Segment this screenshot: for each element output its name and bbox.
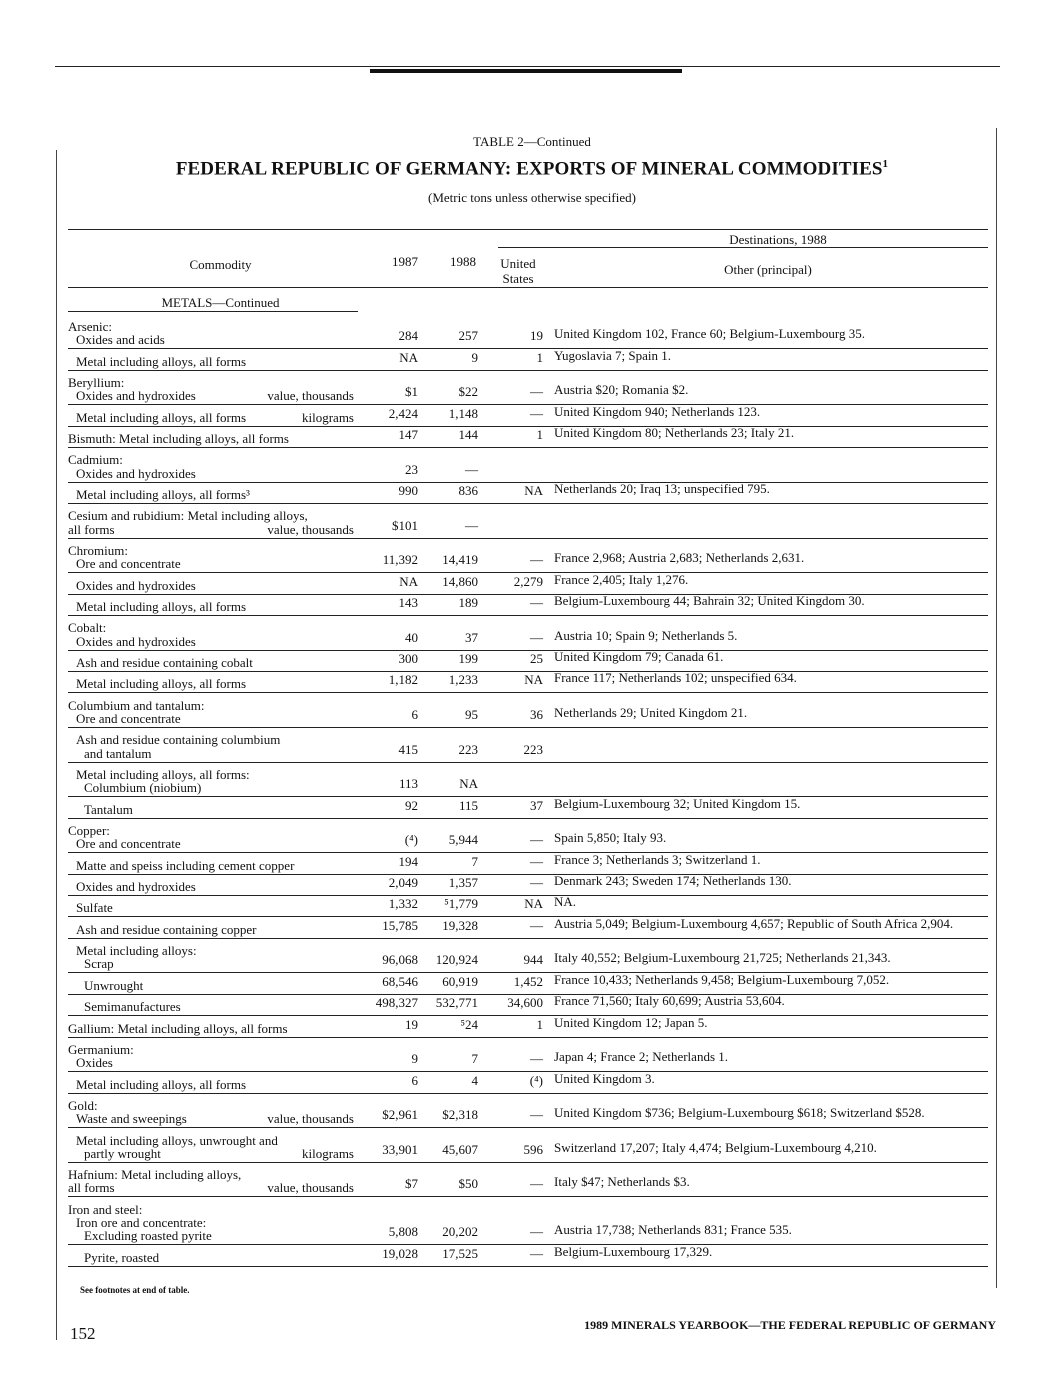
value-1987: 2,424: [388, 405, 418, 421]
header-destinations: Destinations, 1988: [729, 232, 827, 247]
title-footnote-mark: 1: [882, 158, 889, 170]
value-1987: $1: [405, 384, 418, 400]
commodity-label: Sulfate: [76, 900, 113, 916]
commodity-label: Metal including alloys, all forms: [76, 409, 247, 425]
commodity-label: Metal including alloys, all forms³: [76, 487, 250, 502]
commodity-label: Copper:: [68, 823, 110, 838]
value-1987: 2,049: [388, 875, 418, 890]
value-united-states: —: [530, 1107, 543, 1123]
value-1988: 4: [471, 1072, 478, 1088]
value-1988: 20,202: [442, 1224, 478, 1240]
commodity-label: Metal including alloys, unwrought and: [76, 1132, 278, 1148]
value-united-states: 19: [530, 328, 543, 344]
value-1987: 990: [398, 483, 418, 498]
value-other-destinations: Netherlands 29; United Kingdom 21.: [554, 705, 748, 720]
value-united-states: —: [530, 1051, 543, 1067]
commodity-label: Unwrought: [84, 977, 144, 993]
value-other-destinations: Austria $20; Romania $2.: [554, 382, 689, 398]
commodity-label: Ore and concentrate: [76, 711, 181, 726]
row-rule: [68, 818, 988, 819]
value-1988: 1,148: [448, 405, 478, 421]
value-1988: 7: [471, 1051, 478, 1067]
commodity-label: Cadmium:: [68, 452, 123, 468]
value-1988: —: [465, 461, 478, 477]
header-1987: 1987: [392, 254, 418, 269]
unit-label: value, thousands: [267, 388, 354, 404]
value-1987: 9: [411, 1051, 418, 1067]
value-1988: NA: [459, 776, 478, 792]
row-rule: [68, 1266, 988, 1267]
commodity-label: Metal including alloys, all forms: [76, 1076, 247, 1092]
commodity-label: Waste and sweepings: [76, 1111, 187, 1127]
commodity-label: Germanium:: [68, 1042, 134, 1057]
page-left-rule: [56, 150, 57, 1340]
value-other-destinations: Denmark 243; Sweden 174; Netherlands 130.: [554, 873, 792, 888]
value-1987: 6: [411, 707, 418, 722]
value-1988: 37: [465, 629, 478, 645]
commodity-label: Beryllium:: [68, 375, 125, 390]
value-1988: 95: [465, 707, 478, 722]
value-1987: 5,808: [388, 1224, 418, 1240]
value-1988: 14,419: [442, 552, 478, 568]
section-rule: [68, 311, 358, 312]
commodity-label: Ash and residue containing cobalt: [76, 655, 253, 670]
value-united-states: 944: [523, 952, 543, 968]
header-other-principal: Other (principal): [724, 262, 812, 277]
value-1987: 1,332: [388, 896, 418, 912]
value-1988: ⁵24: [460, 1016, 478, 1032]
value-1987: 15,785: [382, 917, 418, 933]
commodity-label: Iron and steel:: [68, 1201, 143, 1217]
commodity-label: Matte and speiss including cement copper: [76, 857, 295, 873]
running-head: 1989 MINERALS YEARBOOK—THE FEDERAL REPUBLIC OF GERMANY: [584, 1318, 996, 1332]
value-1988: 9: [471, 349, 478, 365]
header-commodity: Commodity: [189, 257, 252, 272]
commodity-label: and tantalum: [84, 745, 152, 761]
value-other-destinations: Belgium-Luxembourg 44; Bahrain 32; United Kingdom 30.: [554, 593, 865, 608]
commodity-label: Scrap: [84, 956, 114, 972]
value-united-states: 1: [536, 427, 543, 442]
value-other-destinations: Switzerland 17,207; Italy 4,474; Belgium-Luxembourg 4,210.: [554, 1139, 877, 1155]
value-other-destinations: France 3; Netherlands 3; Switzerland 1.: [554, 851, 761, 867]
value-united-states: —: [530, 405, 543, 421]
value-united-states: 1: [536, 349, 543, 365]
value-other-destinations: Yugoslavia 7; Spain 1.: [554, 347, 671, 363]
value-1987: 68,546: [382, 973, 418, 989]
value-united-states: NA: [524, 896, 543, 912]
commodity-label: Columbium and tantalum:: [68, 697, 205, 713]
value-1988: 120,924: [435, 952, 478, 968]
value-united-states: —: [530, 552, 543, 568]
commodity-label: Metal including alloys, all forms: [76, 599, 247, 614]
value-other-destinations: Spain 5,850; Italy 93.: [554, 830, 667, 846]
row-rule: [68, 692, 988, 693]
value-1988: 115: [458, 797, 478, 813]
row-rule: [68, 1037, 988, 1038]
commodity-label: partly wrought: [84, 1145, 161, 1161]
value-other-destinations: Italy $47; Netherlands $3.: [554, 1174, 690, 1190]
header-bottom-rule: [68, 287, 988, 288]
value-other-destinations: France 2,968; Austria 2,683; Netherlands 2,631.: [554, 550, 805, 566]
section-heading: METALS—Continued: [161, 295, 280, 310]
value-1987: 147: [398, 427, 418, 442]
value-1987: 415: [398, 741, 418, 757]
value-1988: 14,860: [442, 573, 478, 589]
unit-label: kilograms: [302, 1145, 354, 1161]
table-title: [0, 158, 1064, 180]
value-1987: 1,182: [388, 672, 418, 688]
row-rule: [68, 615, 988, 616]
footnote-note: See footnotes at end of table.: [80, 1285, 190, 1295]
value-other-destinations: Belgium-Luxembourg 17,329.: [554, 1243, 713, 1259]
value-other-destinations: Austria 17,738; Netherlands 831; France 535.: [554, 1222, 792, 1238]
value-united-states: 1,452: [513, 973, 543, 989]
unit-label: value, thousands: [267, 1111, 354, 1127]
value-1988: $22: [458, 384, 478, 400]
value-1987: $7: [405, 1176, 418, 1192]
value-united-states: —: [530, 832, 543, 848]
value-other-destinations: Austria 10; Spain 9; Netherlands 5.: [554, 627, 738, 643]
commodity-label: Oxides and hydroxides: [76, 577, 196, 593]
commodity-label: Iron ore and concentrate:: [76, 1215, 207, 1230]
value-other-destinations: United Kingdom 80; Netherlands 23; Italy 21.: [554, 425, 795, 440]
row-rule: [68, 762, 988, 763]
value-other-destinations: Belgium-Luxembourg 32; United Kingdom 15.: [554, 795, 801, 811]
value-united-states: 36: [530, 707, 543, 722]
value-1988: 836: [458, 483, 478, 498]
value-1987: 92: [405, 797, 418, 813]
value-other-destinations: Italy 40,552; Belgium-Luxembourg 21,725; Netherlands 21,343.: [554, 950, 891, 966]
commodity-label: Ore and concentrate: [76, 556, 181, 572]
value-1987: 194: [398, 853, 418, 869]
value-1987: (⁴): [404, 832, 418, 848]
row-rule: [68, 447, 988, 448]
value-1987: NA: [399, 349, 418, 365]
value-1988: 60,919: [442, 973, 478, 989]
value-1988: 45,607: [442, 1141, 478, 1157]
commodity-label: Ash and residue containing columbium: [76, 732, 281, 748]
value-united-states: 596: [523, 1141, 543, 1157]
value-1987: 6: [411, 1072, 418, 1088]
value-other-destinations: France 10,433; Netherlands 9,458; Belgium-Luxembourg 7,052.: [554, 971, 890, 987]
row-rule: [68, 503, 988, 504]
value-united-states: 34,600: [507, 995, 543, 1011]
commodity-label: Columbium (niobium): [84, 780, 202, 796]
commodity-label: Tantalum: [84, 801, 133, 817]
page-top-rule: [55, 66, 1000, 67]
commodity-label: Semimanufactures: [84, 999, 181, 1015]
value-1987: 19: [405, 1016, 418, 1032]
value-united-states: —: [530, 1176, 543, 1192]
value-1987: 498,327: [375, 995, 418, 1011]
value-other-destinations: NA.: [554, 894, 577, 910]
value-1988: $50: [458, 1176, 478, 1192]
value-1988: 189: [458, 595, 478, 610]
header-1988: 1988: [450, 254, 476, 269]
page-number: 152: [70, 1324, 96, 1343]
commodity-label: Bismuth: Metal including alloys, all forms: [68, 431, 289, 446]
value-other-destinations: France 117; Netherlands 102; unspecified 634.: [554, 670, 797, 686]
row-rule: [68, 1196, 988, 1197]
commodity-label: Chromium:: [68, 543, 128, 558]
value-other-destinations: United Kingdom 940; Netherlands 123.: [554, 403, 761, 419]
commodity-label: Oxides and hydroxides: [76, 879, 196, 894]
value-united-states: 1: [536, 1016, 543, 1032]
value-united-states: —: [530, 1224, 543, 1240]
row-rule: [68, 938, 988, 939]
row-rule: [68, 1162, 988, 1163]
commodity-label: Metal including alloys, all forms: [76, 676, 247, 692]
table-kicker: TABLE 2—Continued: [473, 134, 591, 149]
value-other-destinations: Japan 4; France 2; Netherlands 1.: [554, 1049, 729, 1065]
value-united-states: —: [530, 917, 543, 933]
value-1987: 96,068: [382, 952, 418, 968]
commodity-label: Cesium and rubidium: Metal including alloys,: [68, 508, 308, 524]
table-top-rule: [68, 229, 988, 230]
value-united-states: —: [530, 853, 543, 869]
destinations-rule: [498, 247, 988, 248]
value-other-destinations: France 71,560; Italy 60,699; Austria 53,604.: [554, 993, 785, 1009]
row-rule: [68, 727, 988, 728]
commodity-label: Pyrite, roasted: [84, 1249, 160, 1265]
value-1988: 7: [471, 853, 478, 869]
value-united-states: NA: [524, 483, 543, 498]
commodity-label: Oxides and hydroxides: [76, 388, 196, 404]
value-united-states: 37: [530, 797, 543, 813]
commodity-label: Metal including alloys, all forms: [76, 353, 247, 369]
value-1987: 19,028: [382, 1245, 418, 1261]
value-1987: 23: [405, 461, 418, 477]
commodity-label: Gallium: Metal including alloys, all forms: [68, 1020, 288, 1036]
value-1987: $101: [392, 517, 418, 533]
value-other-destinations: Netherlands 20; Iraq 13; unspecified 795.: [554, 481, 770, 496]
commodity-label: Oxides and hydroxides: [76, 633, 196, 649]
table-title-text: FEDERAL REPUBLIC OF GERMANY: EXPORTS OF MINERAL COMMODITIES: [175, 158, 883, 180]
value-1988: ⁵1,779: [444, 896, 478, 912]
value-other-destinations: United Kingdom 3.: [554, 1070, 655, 1086]
value-other-destinations: France 2,405; Italy 1,276.: [554, 571, 689, 587]
value-1988: 5,944: [448, 832, 478, 848]
table-subtitle: (Metric tons unless otherwise specified): [428, 190, 636, 205]
value-united-states: 25: [530, 651, 543, 666]
row-rule: [68, 1093, 988, 1094]
value-united-states: —: [530, 875, 543, 890]
commodity-label: Excluding roasted pyrite: [84, 1228, 212, 1244]
commodity-label: all forms: [68, 1180, 115, 1196]
page-right-rule: [996, 128, 997, 1288]
value-united-states: —: [530, 1245, 543, 1261]
value-1987: 143: [398, 595, 418, 610]
value-other-destinations: United Kingdom 12; Japan 5.: [554, 1014, 708, 1030]
commodity-label: Arsenic:: [68, 319, 113, 334]
value-1987: 40: [405, 629, 418, 645]
value-1988: $2,318: [442, 1107, 478, 1123]
value-other-destinations: United Kingdom 79; Canada 61.: [554, 649, 724, 664]
value-other-destinations: Austria 5,049; Belgium-Luxembourg 4,657; Republic of South Africa 2,904.: [554, 915, 954, 931]
commodity-label: Ore and concentrate: [76, 836, 181, 852]
value-1987: 284: [398, 328, 418, 344]
value-1988: 199: [458, 651, 478, 666]
commodity-label: Oxides: [76, 1055, 113, 1071]
row-rule: [68, 538, 988, 539]
value-united-states: —: [530, 629, 543, 645]
value-1988: 17,525: [442, 1245, 478, 1261]
value-united-states: 2,279: [513, 573, 543, 589]
unit-label: value, thousands: [267, 521, 354, 537]
value-1988: 532,771: [435, 995, 478, 1011]
commodity-label: Cobalt:: [68, 620, 107, 636]
page-top-rule-thick: [370, 69, 682, 73]
header-united-states-2: States: [502, 271, 534, 286]
value-united-states: —: [530, 384, 543, 400]
value-1988: 1,357: [448, 875, 478, 890]
value-other-destinations: United Kingdom $736; Belgium-Luxembourg $618; Switzerland $528.: [554, 1105, 925, 1121]
value-united-states: (⁴): [529, 1072, 543, 1088]
value-1988: 1,233: [448, 672, 478, 688]
value-1987: $2,961: [382, 1107, 418, 1123]
value-1988: 144: [458, 427, 478, 442]
value-1987: 300: [398, 651, 418, 666]
value-1988: —: [465, 517, 478, 533]
commodity-label: Ash and residue containing copper: [76, 921, 257, 937]
commodity-label: Gold:: [68, 1098, 98, 1113]
value-united-states: —: [530, 595, 543, 610]
commodity-label: Oxides and hydroxides: [76, 465, 196, 481]
value-1987: 113: [398, 776, 418, 792]
commodity-label: Hafnium: Metal including alloys,: [68, 1167, 242, 1183]
header-united-states-1: United: [500, 256, 536, 271]
commodity-label: Metal including alloys, all forms:: [76, 767, 250, 782]
commodity-label: Oxides and acids: [76, 332, 165, 348]
commodity-label: Metal including alloys:: [76, 943, 197, 959]
value-united-states: 223: [523, 741, 543, 757]
row-rule: [68, 1127, 988, 1128]
unit-label: value, thousands: [267, 1180, 354, 1196]
commodity-label: all forms: [68, 521, 115, 537]
value-united-states: NA: [524, 672, 543, 688]
unit-label: kilograms: [302, 409, 354, 425]
value-1988: 19,328: [442, 917, 478, 933]
value-other-destinations: United Kingdom 102, France 60; Belgium-Luxembourg 35.: [554, 326, 865, 342]
value-1987: 11,392: [382, 552, 418, 568]
value-1988: 257: [458, 328, 478, 344]
value-1987: 33,901: [382, 1141, 418, 1157]
value-1987: NA: [399, 573, 418, 589]
row-rule: [68, 370, 988, 371]
value-1988: 223: [458, 741, 478, 757]
